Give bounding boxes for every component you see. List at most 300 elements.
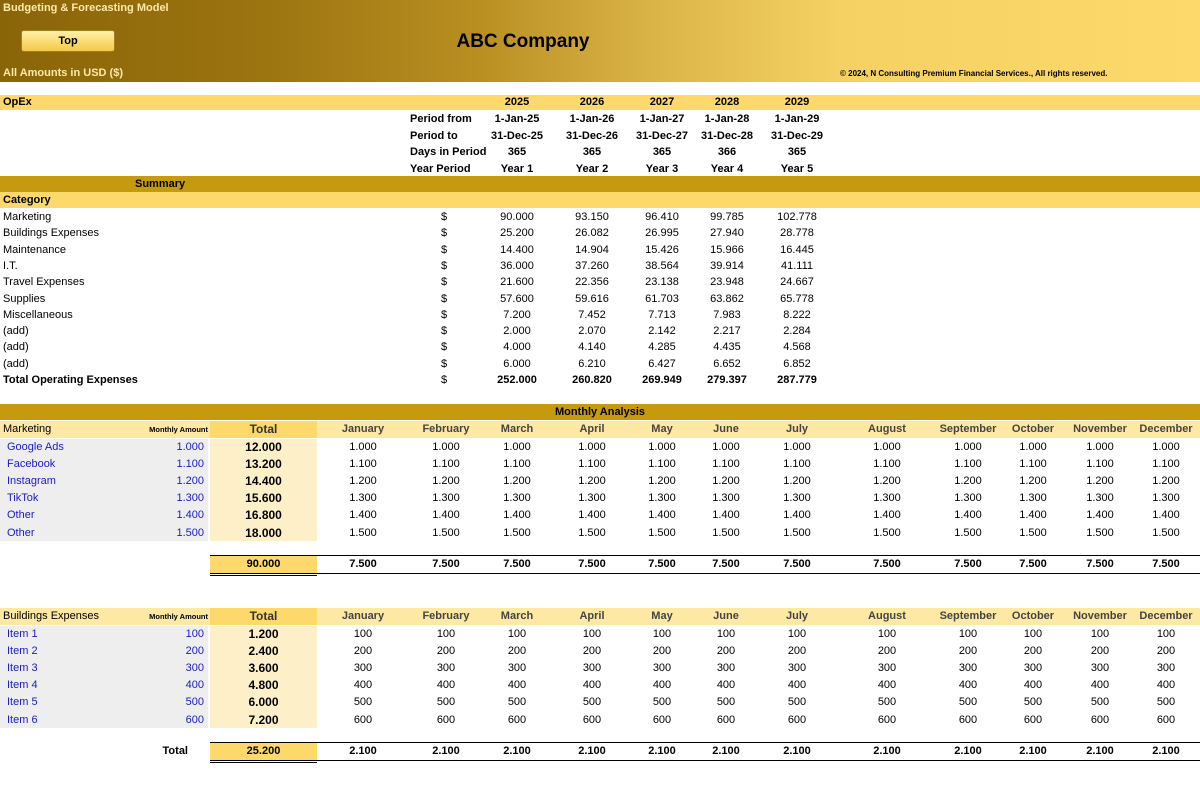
month-cell: 100 (716, 628, 736, 640)
item-name-cell[interactable]: Item 4 (7, 679, 38, 692)
month-cell: 1.200 (578, 475, 606, 488)
month-header: October (1011, 610, 1055, 622)
summary-row-label: (add) (3, 357, 29, 370)
summary-cell: 63.862 (710, 292, 744, 305)
summary-cell: 6.652 (713, 357, 741, 370)
summary-cell: 7.452 (578, 308, 606, 321)
summary-cell: 41.111 (780, 259, 813, 272)
summary-cell: 38.564 (645, 259, 679, 272)
monthly-amount-cell[interactable]: 1.500 (176, 526, 204, 539)
summary-cell: 26.995 (645, 227, 679, 240)
month-total-cell: 7.500 (1086, 557, 1114, 570)
year-header: 2027 (649, 96, 675, 108)
year-header: 2025 (504, 96, 530, 108)
month-cell: 500 (353, 696, 373, 709)
summary-cell: 6.852 (783, 357, 811, 370)
summary-cell: 57.600 (500, 292, 534, 305)
month-cell: 500 (507, 696, 527, 709)
month-cell: 400 (958, 679, 978, 692)
month-cell: 100 (787, 628, 807, 640)
item-name-cell[interactable]: Item 2 (7, 645, 38, 658)
summary-cell: 252.000 (497, 374, 537, 386)
period-cell: 31-Dec-29 (771, 129, 823, 142)
period-cell: 1-Jan-25 (494, 113, 540, 125)
month-cell: 1.400 (1086, 509, 1114, 522)
month-cell: 1.200 (1152, 475, 1180, 488)
totals-bottom-line (210, 760, 1200, 761)
month-total-cell: 2.100 (1152, 744, 1180, 757)
month-cell: 600 (436, 713, 456, 726)
month-cell: 1.300 (783, 492, 811, 505)
month-header: September (939, 423, 997, 435)
item-name-cell[interactable]: TikTok (7, 492, 39, 505)
summary-row-label: Buildings Expenses (3, 227, 100, 240)
summary-row-label: Miscellaneous (3, 308, 73, 321)
month-cell: 100 (958, 628, 978, 640)
item-name-cell[interactable]: Item 1 (7, 628, 38, 640)
year-header: 2029 (784, 96, 810, 108)
month-cell: 600 (582, 713, 602, 726)
month-cell: 1.200 (503, 475, 531, 488)
period-row-label: Days in Period (410, 146, 487, 158)
currency-symbol: $ (441, 276, 448, 289)
month-cell: 300 (787, 662, 807, 675)
month-cell: 400 (877, 679, 897, 692)
month-header: January (341, 610, 385, 622)
summary-cell: 4.140 (578, 341, 606, 354)
month-header: April (579, 610, 605, 622)
monthly-amount-header: Monthly Amount (149, 425, 208, 434)
month-total-cell: 7.500 (432, 557, 460, 570)
summary-cell: 23.138 (645, 276, 679, 289)
category-label: Category (3, 194, 51, 206)
month-cell: 1.200 (432, 475, 460, 488)
summary-cell: 59.616 (575, 292, 609, 305)
company-name: ABC Company (456, 31, 590, 52)
month-cell: 1.400 (712, 509, 740, 522)
month-total-cell: 2.100 (954, 744, 982, 757)
month-cell: 400 (716, 679, 736, 692)
summary-row-label: (add) (3, 325, 29, 338)
monthly-amount-cell[interactable]: 1.400 (176, 509, 204, 522)
item-total-cell: 16.800 (245, 508, 282, 523)
summary-cell: 7.200 (503, 308, 531, 321)
period-cell: 31-Dec-27 (636, 129, 688, 142)
period-row-label: Year Period (410, 162, 471, 175)
monthly-amount-cell[interactable]: 300 (185, 662, 204, 675)
summary-cell: 99.785 (710, 211, 744, 223)
period-cell: Year 3 (645, 162, 679, 175)
monthly-amount-cell[interactable]: 1.300 (176, 492, 204, 505)
summary-cell: 21.600 (500, 276, 534, 289)
summary-cell: 23.948 (710, 276, 744, 289)
currency-symbol: $ (441, 259, 448, 272)
summary-cell: 39.914 (710, 259, 744, 272)
month-cell: 1.400 (1019, 509, 1047, 522)
summary-cell: 6.210 (578, 357, 606, 370)
item-total-cell: 4.800 (248, 678, 279, 693)
currency-symbol: $ (441, 374, 448, 386)
month-cell: 1.500 (1086, 526, 1114, 539)
month-header: April (579, 423, 605, 435)
month-header: June (713, 610, 739, 622)
summary-row-label: (add) (3, 341, 29, 354)
total-header: Total (249, 422, 278, 436)
month-total-cell: 7.500 (712, 557, 740, 570)
currency-symbol: $ (441, 292, 448, 305)
month-cell: 500 (652, 696, 672, 709)
month-cell: 1.500 (503, 526, 531, 539)
category-band (0, 192, 1200, 208)
summary-cell: 96.410 (645, 211, 679, 223)
month-cell: 400 (436, 679, 456, 692)
month-cell: 600 (652, 713, 672, 726)
month-cell: 1.200 (648, 475, 676, 488)
month-cell: 300 (716, 662, 736, 675)
summary-cell: 37.260 (575, 259, 609, 272)
summary-cell: 2.142 (648, 325, 676, 338)
item-total-cell: 13.200 (245, 457, 282, 472)
month-cell: 200 (958, 645, 978, 658)
period-cell: 1-Jan-28 (704, 113, 750, 125)
summary-cell: 15.966 (710, 243, 744, 256)
month-total-cell: 2.100 (783, 744, 811, 757)
month-cell: 1.100 (873, 458, 901, 471)
summary-cell: 61.703 (645, 292, 679, 305)
totals-bottom-line (210, 573, 1200, 574)
month-cell: 300 (652, 662, 672, 675)
month-cell: 100 (652, 628, 672, 640)
month-header: July (785, 610, 808, 622)
month-total-cell: 2.100 (873, 744, 901, 757)
month-cell: 1.300 (648, 492, 676, 505)
item-total-cell: 18.000 (245, 525, 282, 540)
month-cell: 100 (353, 628, 373, 640)
item-total-cell: 14.400 (245, 474, 282, 489)
month-cell: 600 (353, 713, 373, 726)
month-total-cell: 2.100 (712, 744, 740, 757)
month-cell: 1.300 (712, 492, 740, 505)
period-cell: 365 (787, 146, 807, 158)
period-cell: 365 (582, 146, 602, 158)
item-name-cell[interactable]: Item 3 (7, 662, 38, 675)
summary-cell: 2.070 (578, 325, 606, 338)
month-cell: 1.100 (349, 458, 377, 471)
month-cell: 1.300 (1152, 492, 1180, 505)
month-cell: 600 (1023, 713, 1043, 726)
summary-cell: 93.150 (575, 211, 609, 223)
month-cell: 1.500 (349, 526, 377, 539)
month-cell: 500 (582, 696, 602, 709)
summary-cell: 6.427 (648, 357, 676, 370)
block-label: Marketing (3, 423, 52, 435)
item-name-cell[interactable]: Instagram (7, 475, 56, 488)
month-cell: 1.300 (349, 492, 377, 505)
month-cell: 1.500 (783, 526, 811, 539)
month-header: December (1139, 423, 1193, 435)
month-cell: 1.200 (1019, 475, 1047, 488)
summary-cell: 269.949 (642, 374, 682, 386)
opex-label: OpEx (3, 96, 32, 108)
currency-symbol: $ (441, 243, 448, 256)
month-cell: 500 (716, 696, 736, 709)
period-cell: Year 2 (575, 162, 609, 175)
summary-cell: 4.285 (648, 341, 676, 354)
summary-cell: 2.217 (713, 325, 741, 338)
month-cell: 500 (1156, 696, 1176, 709)
month-cell: 200 (1023, 645, 1043, 658)
currency-symbol: $ (441, 357, 448, 370)
month-cell: 200 (877, 645, 897, 658)
summary-cell: 102.778 (777, 211, 817, 223)
month-cell: 300 (436, 662, 456, 675)
month-cell: 1.200 (1086, 475, 1114, 488)
summary-cell: 4.000 (503, 341, 531, 354)
month-cell: 600 (1156, 713, 1176, 726)
summary-cell: 22.356 (575, 276, 609, 289)
month-cell: 1.000 (873, 441, 901, 453)
month-header: February (422, 423, 470, 435)
summary-title: Summary (135, 178, 186, 190)
summary-row-label: Marketing (3, 211, 52, 223)
period-cell: 31-Dec-25 (491, 129, 543, 142)
summary-cell: 6.000 (503, 357, 531, 370)
block-grand-total: 25.200 (246, 744, 281, 757)
month-header: August (868, 610, 906, 622)
monthly-amount-cell[interactable]: 1.000 (176, 441, 204, 453)
month-cell: 1.100 (648, 458, 676, 471)
summary-cell: 7.983 (713, 308, 741, 321)
summary-row-label: I.T. (3, 259, 18, 272)
month-total-cell: 2.100 (349, 744, 377, 757)
month-cell: 1.300 (954, 492, 982, 505)
item-name-cell[interactable]: Other (7, 509, 35, 522)
period-cell: 1-Jan-27 (639, 113, 685, 125)
monthly-amount-header: Monthly Amount (149, 612, 208, 621)
month-cell: 400 (652, 679, 672, 692)
month-cell: 400 (787, 679, 807, 692)
month-cell: 500 (1023, 696, 1043, 709)
month-cell: 300 (1090, 662, 1110, 675)
totals-double-line (210, 575, 317, 576)
month-cell: 600 (716, 713, 736, 726)
month-cell: 300 (582, 662, 602, 675)
month-header: August (868, 423, 906, 435)
summary-cell: 28.778 (780, 227, 814, 240)
month-cell: 300 (507, 662, 527, 675)
monthly-amount-cell[interactable]: 600 (185, 713, 204, 726)
month-header: March (500, 610, 534, 622)
period-row-label: Period to (410, 129, 458, 142)
monthly-amount-cell[interactable]: 1.200 (176, 475, 204, 488)
currency-symbol: $ (441, 308, 448, 321)
month-cell: 400 (1090, 679, 1110, 692)
month-cell: 600 (507, 713, 527, 726)
monthly-amount-cell[interactable]: 500 (185, 696, 204, 709)
month-cell: 1.400 (1152, 509, 1180, 522)
summary-cell: 4.568 (783, 341, 811, 354)
summary-cell: 25.200 (500, 227, 534, 240)
item-name-cell[interactable]: Google Ads (7, 441, 64, 453)
month-total-cell: 7.500 (578, 557, 606, 570)
month-cell: 1.000 (1152, 441, 1180, 453)
summary-cell: 14.400 (500, 243, 534, 256)
period-cell: 1-Jan-26 (569, 113, 615, 125)
monthly-amount-cell[interactable]: 100 (185, 628, 204, 640)
month-cell: 300 (958, 662, 978, 675)
month-cell: 100 (507, 628, 527, 640)
month-cell: 1.000 (349, 441, 377, 453)
item-total-cell: 3.600 (248, 661, 279, 676)
block-label: Buildings Expenses (3, 610, 100, 622)
item-name-cell[interactable]: Item 6 (7, 713, 38, 726)
period-cell: Year 5 (780, 162, 814, 175)
month-cell: 1.000 (648, 441, 676, 453)
month-cell: 600 (877, 713, 897, 726)
item-name-cell[interactable]: Other (7, 526, 35, 539)
month-total-cell: 2.100 (648, 744, 676, 757)
month-cell: 1.400 (648, 509, 676, 522)
month-header: November (1073, 423, 1127, 435)
totals-double-line (210, 762, 317, 763)
month-header: February (422, 610, 470, 622)
month-cell: 200 (353, 645, 373, 658)
month-cell: 1.100 (578, 458, 606, 471)
period-cell: Year 4 (710, 162, 744, 175)
month-cell: 400 (1156, 679, 1176, 692)
currency-symbol: $ (441, 341, 448, 354)
month-total-cell: 7.500 (1152, 557, 1180, 570)
month-cell: 1.500 (873, 526, 901, 539)
period-cell: 1-Jan-29 (774, 113, 820, 125)
month-cell: 600 (1090, 713, 1110, 726)
month-cell: 1.000 (783, 441, 811, 453)
monthly-title: Monthly Analysis (554, 406, 646, 418)
month-cell: 1.300 (1086, 492, 1114, 505)
month-cell: 1.400 (432, 509, 460, 522)
month-cell: 300 (1156, 662, 1176, 675)
month-cell: 1.000 (578, 441, 606, 453)
summary-cell: 24.667 (780, 276, 814, 289)
month-cell: 1.100 (1152, 458, 1180, 471)
month-cell: 1.300 (1019, 492, 1047, 505)
month-header: May (651, 423, 673, 435)
month-cell: 1.300 (578, 492, 606, 505)
summary-cell: 90.000 (500, 211, 534, 223)
month-cell: 400 (582, 679, 602, 692)
item-name-cell[interactable]: Facebook (7, 458, 56, 471)
month-cell: 1.500 (578, 526, 606, 539)
summary-cell: 279.397 (707, 374, 747, 386)
currency-symbol: $ (441, 211, 448, 223)
summary-cell: 287.779 (777, 374, 817, 386)
month-cell: 1.100 (712, 458, 740, 471)
item-total-cell: 1.200 (248, 627, 279, 641)
month-cell: 500 (958, 696, 978, 709)
monthly-amount-cell[interactable]: 400 (185, 679, 204, 692)
month-total-cell: 2.100 (432, 744, 460, 757)
model-title: Budgeting & Forecasting Model (3, 2, 169, 14)
month-cell: 400 (353, 679, 373, 692)
month-total-cell: 7.500 (648, 557, 676, 570)
summary-cell: 2.284 (783, 325, 811, 338)
currency-note: All Amounts in USD ($) (3, 67, 123, 79)
month-cell: 200 (507, 645, 527, 658)
month-total-cell: 2.100 (1086, 744, 1114, 757)
item-total-cell: 7.200 (248, 712, 279, 727)
month-cell: 300 (1023, 662, 1043, 675)
month-cell: 1.500 (954, 526, 982, 539)
month-cell: 200 (652, 645, 672, 658)
month-cell: 1.400 (578, 509, 606, 522)
month-cell: 1.200 (712, 475, 740, 488)
currency-symbol: $ (441, 325, 448, 338)
summary-cell: 15.426 (645, 243, 679, 256)
summary-cell: 16.445 (780, 243, 814, 256)
month-header: March (500, 423, 534, 435)
summary-cell: 2.000 (503, 325, 531, 338)
period-row-label: Period from (410, 113, 472, 125)
top-button[interactable]: Top (21, 30, 115, 52)
month-cell: 1.500 (712, 526, 740, 539)
item-name-cell[interactable]: Item 5 (7, 696, 38, 709)
item-total-cell: 2.400 (248, 644, 279, 659)
month-cell: 1.100 (432, 458, 460, 471)
period-cell: 365 (652, 146, 672, 158)
month-cell: 1.200 (349, 475, 377, 488)
month-total-cell: 2.100 (1019, 744, 1047, 757)
month-cell: 200 (716, 645, 736, 658)
summary-cell: 27.940 (710, 227, 744, 240)
month-header: June (713, 423, 739, 435)
summary-cell: 8.222 (783, 308, 811, 321)
month-header: October (1011, 423, 1055, 435)
year-header: 2028 (714, 96, 740, 108)
month-cell: 1.000 (954, 441, 982, 453)
month-cell: 100 (1156, 628, 1176, 640)
monthly-amount-cell[interactable]: 1.100 (176, 458, 204, 471)
month-cell: 100 (877, 628, 897, 640)
block-grand-total: 90.000 (246, 557, 281, 570)
month-cell: 300 (353, 662, 373, 675)
month-cell: 200 (1156, 645, 1176, 658)
item-total-cell: 6.000 (248, 695, 279, 710)
month-total-cell: 7.500 (783, 557, 811, 570)
month-cell: 500 (877, 696, 897, 709)
month-total-cell: 7.500 (954, 557, 982, 570)
month-cell: 300 (877, 662, 897, 675)
month-cell: 1.400 (954, 509, 982, 522)
month-cell: 500 (787, 696, 807, 709)
month-header: July (785, 423, 808, 435)
month-cell: 1.300 (432, 492, 460, 505)
month-cell: 1.500 (1152, 526, 1180, 539)
month-total-cell: 2.100 (578, 744, 606, 757)
item-total-cell: 12.000 (245, 440, 282, 454)
total-header: Total (249, 609, 278, 623)
monthly-amount-cell[interactable]: 200 (185, 645, 204, 658)
month-header: September (939, 610, 997, 622)
month-cell: 1.000 (503, 441, 531, 453)
period-cell: 365 (507, 146, 527, 158)
month-cell: 1.100 (954, 458, 982, 471)
month-cell: 1.400 (503, 509, 531, 522)
month-cell: 1.500 (1019, 526, 1047, 539)
month-cell: 1.100 (1086, 458, 1114, 471)
month-cell: 1.000 (712, 441, 740, 453)
month-cell: 1.100 (783, 458, 811, 471)
month-total-cell: 7.500 (503, 557, 531, 570)
